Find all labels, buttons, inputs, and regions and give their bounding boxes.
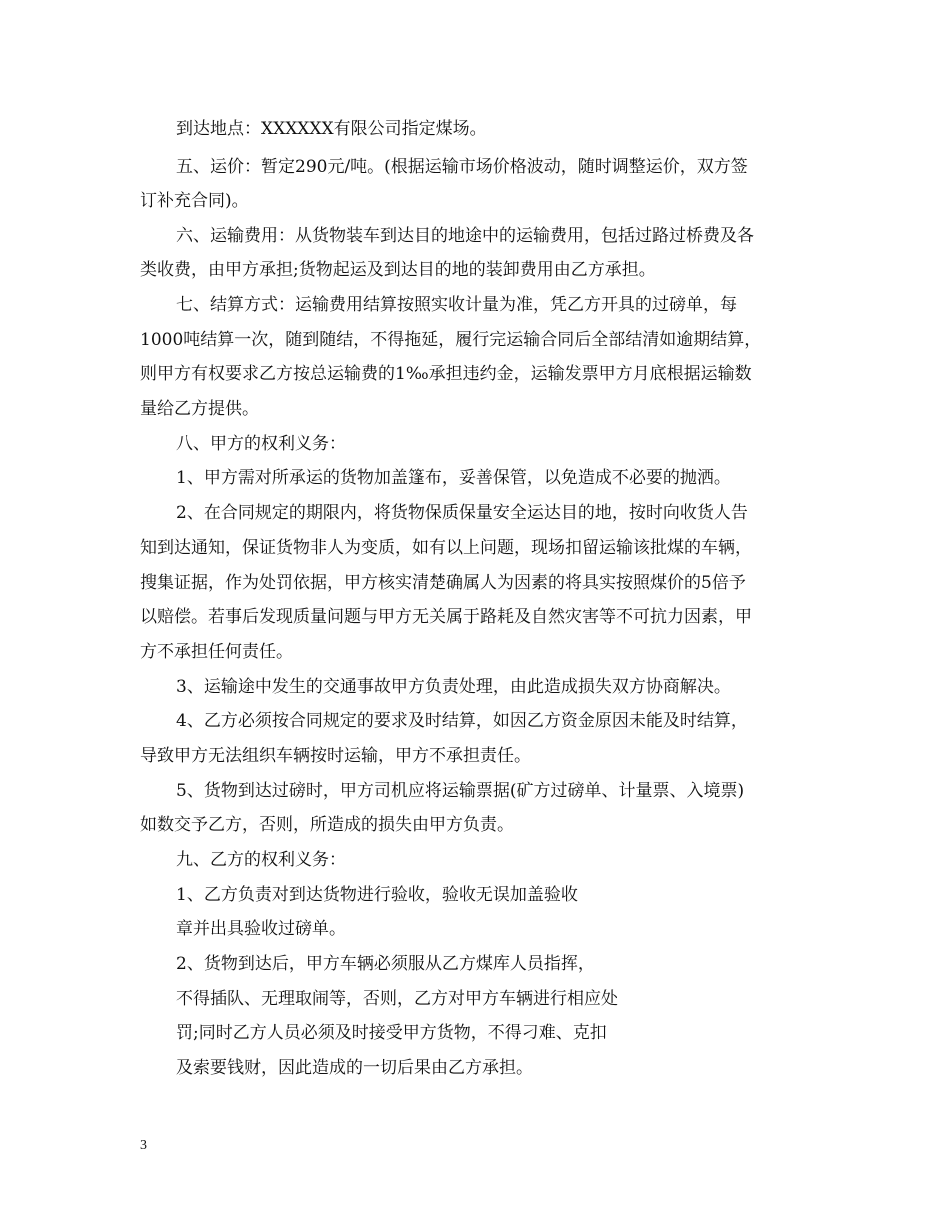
text-line: 则甲方有权要求乙方按总运输费的1‰承担违约金，运输发票甲方月底根据运输数 xyxy=(140,364,752,384)
text-line: 罚;同时乙方人员必须及时接受甲方货物，不得刁难、克扣 xyxy=(176,1023,607,1043)
text-line: 五、运价：暂定290元/吨。(根据运输市场价格波动，随时调整运价，双方签 xyxy=(176,157,748,177)
text-line: 方不承担任何责任。 xyxy=(140,642,293,662)
text-line: 导致甲方无法组织车辆按时运输，甲方不承担责任。 xyxy=(140,746,531,766)
text-line: 及索要钱财，因此造成的一切后果由乙方承担。 xyxy=(176,1058,533,1078)
text-line: 1000吨结算一次，随到随结，不得拖延，履行完运输合同后全部结清如逾期结算， xyxy=(140,330,762,350)
text-line: 六、运输费用：从货物装车到达目的地途中的运输费用，包括过路过桥费及各 xyxy=(176,226,754,246)
text-line: 章并出具验收过磅单。 xyxy=(176,919,346,939)
text-line: 量给乙方提供。 xyxy=(140,399,259,419)
text-line: 5、货物到达过磅时，甲方司机应将运输票据(矿方过磅单、计量票、入境票) xyxy=(176,781,745,801)
text-line: 3、运输途中发生的交通事故甲方负责处理，由此造成损失双方协商解决。 xyxy=(176,677,731,697)
text-line: 1、乙方负责对到达货物进行验收，验收无误加盖验收 xyxy=(176,885,578,905)
text-line: 七、结算方式：运输费用结算按照实收计量为准，凭乙方开具的过磅单，每 xyxy=(176,295,737,315)
text-line: 如数交予乙方，否则，所造成的损失由甲方负责。 xyxy=(140,815,514,835)
text-line: 4、乙方必须按合同规定的要求及时结算，如因乙方资金原因未能及时结算， xyxy=(176,711,748,731)
text-line: 以赔偿。若事后发现质量问题与甲方无关属于路耗及自然灾害等不可抗力因素，甲 xyxy=(140,607,752,627)
text-line: 订补充合同)。 xyxy=(140,191,249,211)
text-line: 2、在合同规定的期限内，将货物保质保量安全运达目的地，按时向收货人告 xyxy=(176,503,748,523)
text-line: 九、乙方的权利义务： xyxy=(176,850,346,870)
text-line: 八、甲方的权利义务： xyxy=(176,434,346,454)
page-number: 3 xyxy=(140,1138,147,1153)
text-line: 不得插队、无理取闹等，否则，乙方对甲方车辆进行相应处 xyxy=(176,989,618,1009)
text-line: 搜集证据，作为处罚依据，甲方核实清楚确属人为因素的将具实按照煤价的5倍予 xyxy=(140,573,746,593)
text-line: 知到达通知，保证货物非人为变质，如有以上问题，现场扣留运输该批煤的车辆， xyxy=(140,538,752,558)
text-line: 类收费，由甲方承担;货物起运及到达目的地的装卸费用由乙方承担。 xyxy=(140,260,656,280)
text-line: 到达地点：XXXXXX有限公司指定煤场。 xyxy=(176,119,487,139)
text-line: 1、甲方需对所承运的货物加盖篷布，妥善保管，以免造成不必要的抛洒。 xyxy=(176,468,731,488)
text-line: 2、货物到达后，甲方车辆必须服从乙方煤库人员指挥， xyxy=(176,954,595,974)
